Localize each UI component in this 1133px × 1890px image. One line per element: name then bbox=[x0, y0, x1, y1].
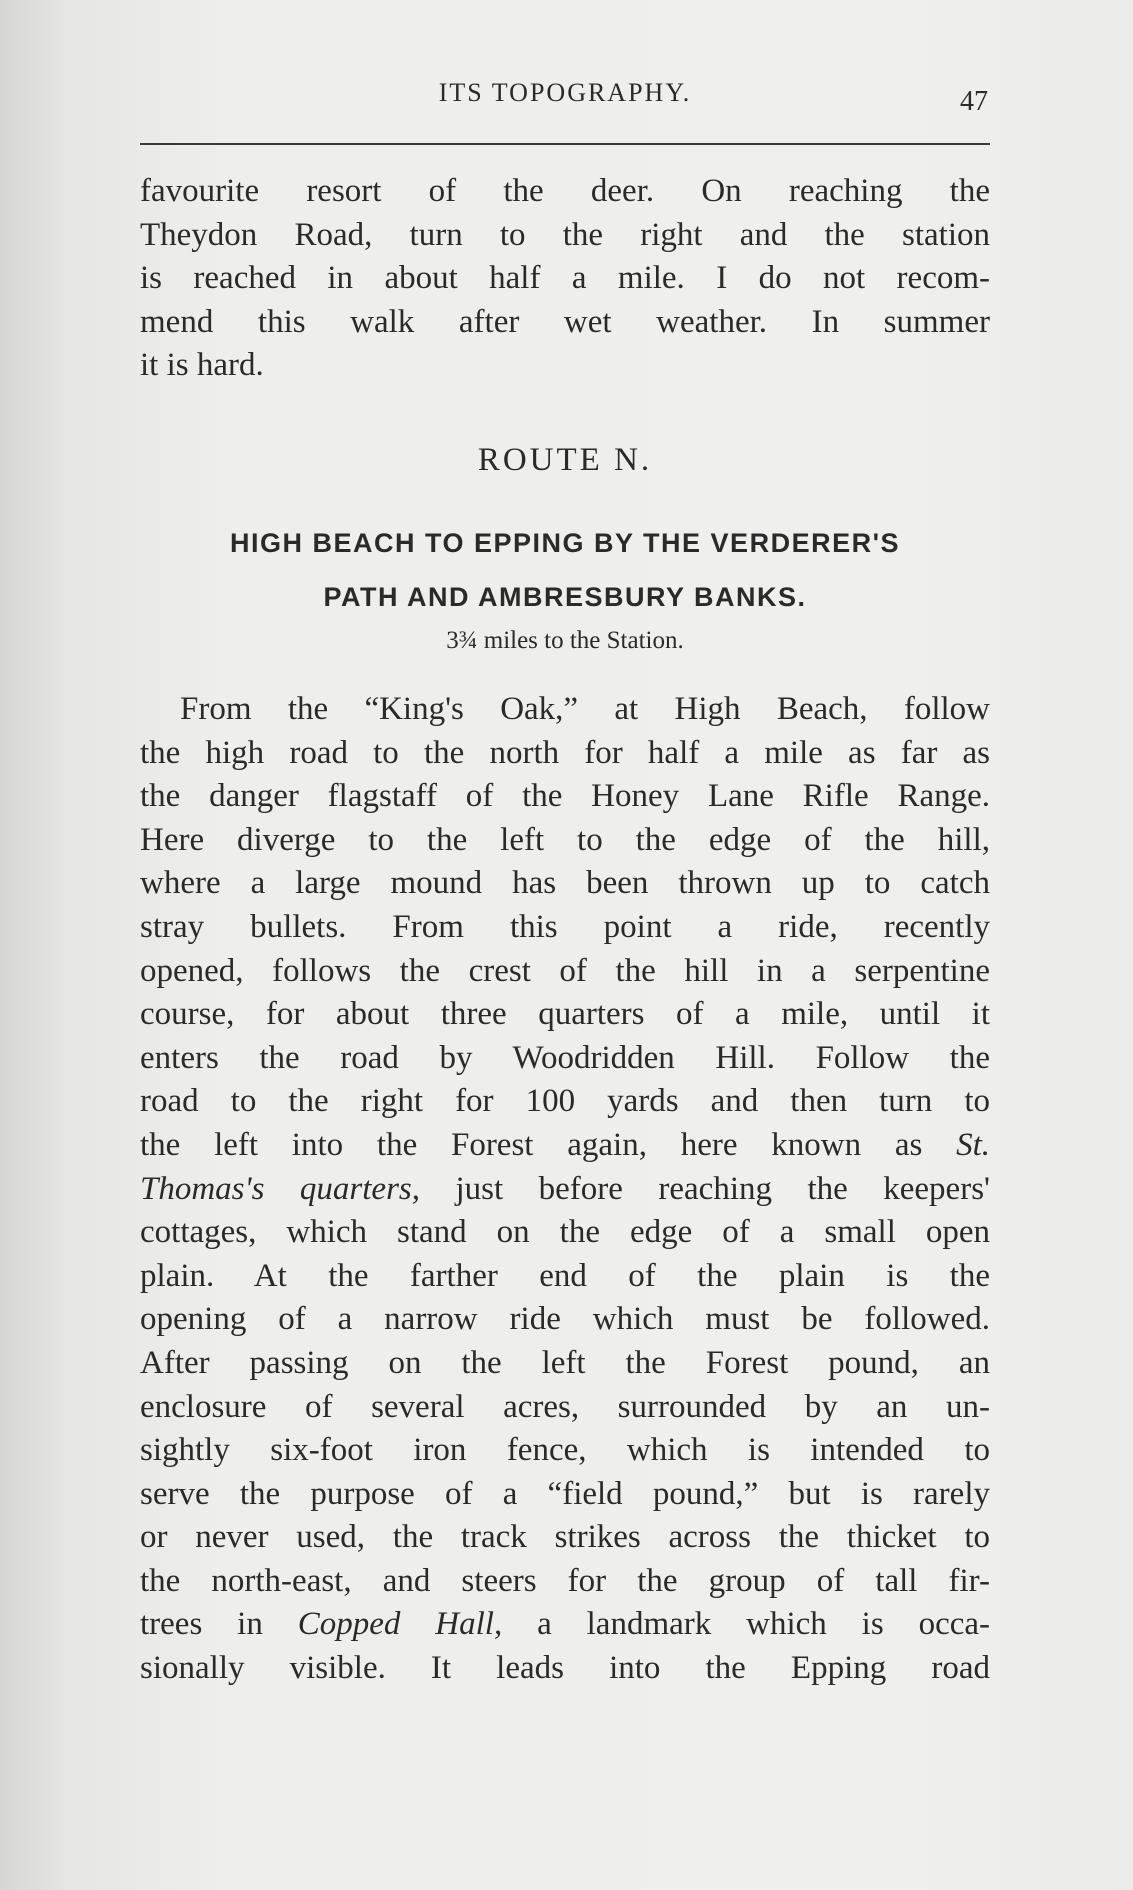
text-line: Theydon Road, turn to the right and the station bbox=[140, 216, 990, 253]
text-line: the high road to the north for half a mile as far as bbox=[140, 734, 990, 771]
running-head bbox=[140, 78, 990, 118]
italic-segment: Thomas's quarters, bbox=[140, 1170, 420, 1207]
italic-segment: St. bbox=[956, 1126, 990, 1163]
text-line: opening of a narrow ride which must be followed. bbox=[140, 1301, 990, 1338]
text-line: enters the road by Woodridden Hill. Follow the bbox=[140, 1039, 990, 1076]
text-line: favourite resort of the deer. On reaching the bbox=[140, 173, 990, 209]
text-line: course, for about three quarters of a mile, until it bbox=[140, 996, 990, 1033]
route-description bbox=[140, 688, 990, 1691]
route-subtitle-line: PATH AND AMBRESBURY BANKS. bbox=[323, 582, 807, 612]
route-distance: 3¾ miles to the Station. bbox=[446, 627, 684, 654]
page-number: 47 bbox=[960, 86, 988, 117]
text-line: enclosure of several acres, surrounded by an un- bbox=[140, 1388, 990, 1425]
text-line: road to the right for 100 yards and then turn to bbox=[140, 1083, 990, 1120]
text-line: the danger flagstaff of the Honey Lane Rifle Range. bbox=[140, 778, 990, 815]
text-line: cottages, which stand on the edge of a small open bbox=[140, 1214, 990, 1251]
text-line: After passing on the left the Forest pound, an bbox=[140, 1344, 990, 1381]
text-line bbox=[140, 1603, 990, 1647]
text-line: where a large mound has been thrown up to catch bbox=[140, 865, 990, 902]
text-line bbox=[140, 1124, 990, 1168]
text-line: opened, follows the crest of the hill in a serpentine bbox=[140, 952, 990, 989]
text-line: serve the purpose of a “field pound,” but is rarely bbox=[140, 1475, 990, 1512]
text-line: plain. At the farther end of the plain is the bbox=[140, 1257, 990, 1294]
text-line: stray bullets. From this point a ride, recently bbox=[140, 908, 990, 945]
text-line: the north-east, and steers for the group of tall fir- bbox=[140, 1562, 990, 1599]
header-rule bbox=[140, 143, 990, 145]
text-line: mend this walk after wet weather. In summer bbox=[140, 303, 990, 340]
intro-paragraph bbox=[140, 170, 990, 388]
text-segment: a landmark which is occa- bbox=[502, 1606, 991, 1643]
text-segment: just before reaching the keepers' bbox=[420, 1170, 990, 1207]
text-segment: the left into the Forest again, here known as bbox=[140, 1126, 957, 1163]
italic-segment: Copped Hall, bbox=[297, 1606, 503, 1643]
route-title: ROUTE N. bbox=[477, 442, 653, 478]
text-line: sightly six-foot iron fence, which is intended to bbox=[140, 1432, 990, 1469]
text-line: it is hard. bbox=[140, 347, 264, 384]
running-title: ITS TOPOGRAPHY. bbox=[438, 78, 692, 107]
route-subtitle bbox=[140, 516, 990, 624]
text-line: is reached in about half a mile. I do not recom- bbox=[140, 260, 990, 297]
text-line: From the “King's Oak,” at High Beach, follow bbox=[180, 691, 990, 727]
text-line: or never used, the track strikes across the thicket to bbox=[140, 1519, 990, 1556]
text-line bbox=[140, 1168, 990, 1212]
text-line: Here diverge to the left to the edge of the hill, bbox=[140, 821, 990, 858]
route-subtitle-line: HIGH BEACH TO EPPING BY THE VERDERER'S bbox=[229, 528, 901, 558]
text-line: sionally visible. It leads into the Epping road bbox=[140, 1650, 990, 1687]
text-segment: trees in bbox=[140, 1606, 298, 1643]
